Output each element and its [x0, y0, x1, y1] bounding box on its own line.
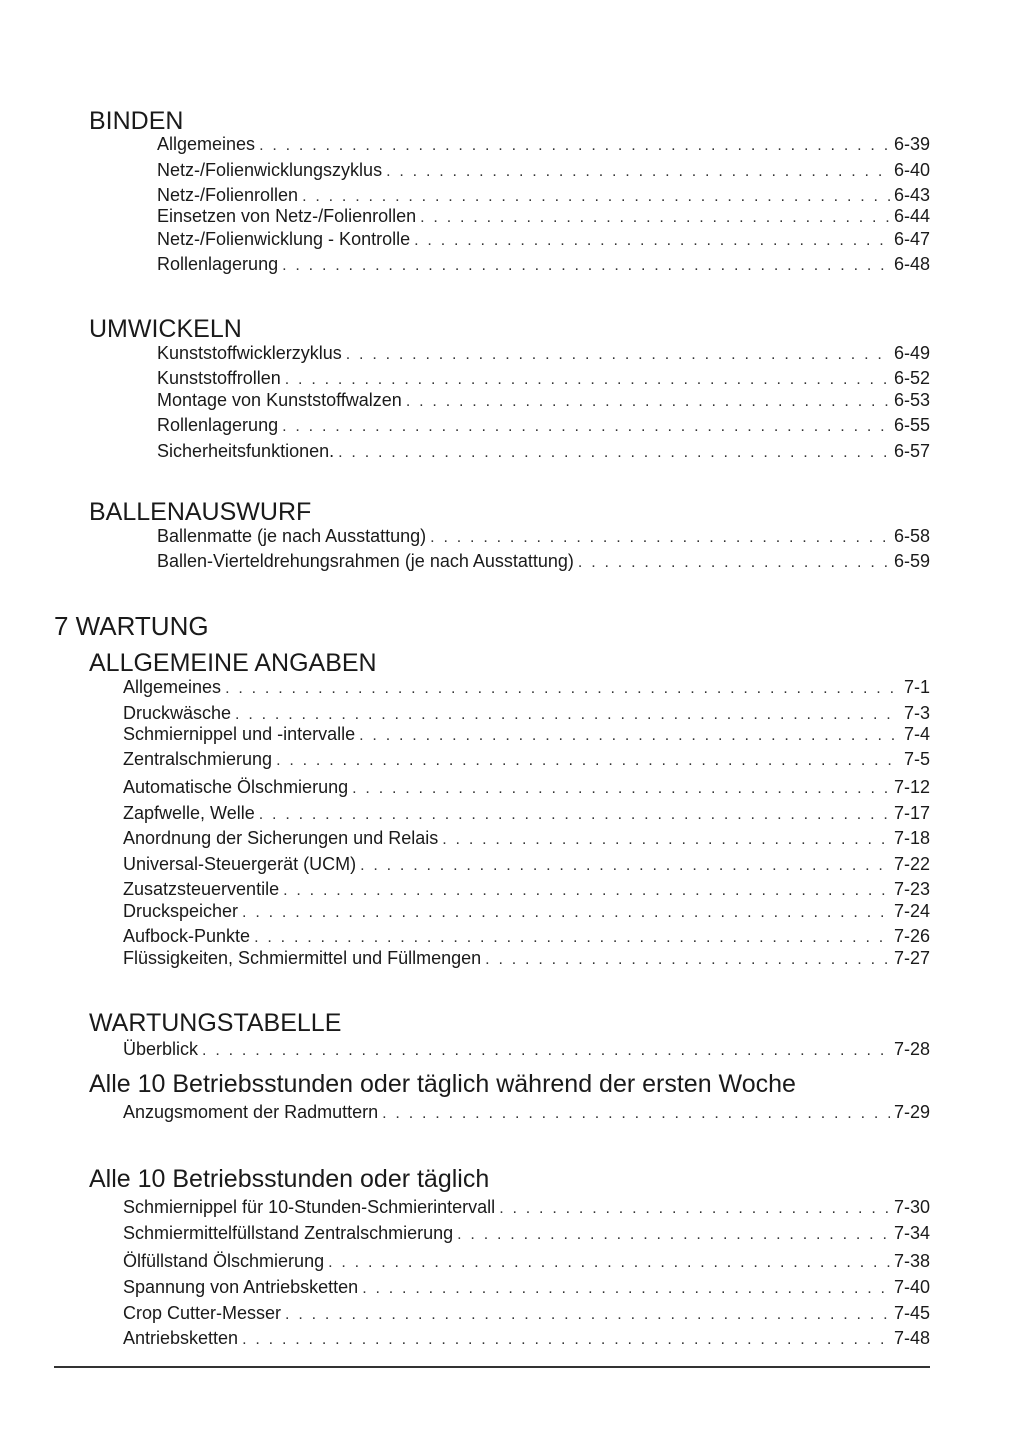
toc-entry-label: Rollenlagerung [157, 254, 279, 274]
dot-leader [338, 442, 890, 464]
toc-entry-label: Allgemeines [123, 677, 222, 697]
toc-entry-label: Spannung von Antriebsketten [123, 1277, 359, 1297]
toc-entry-page: 6-57 [893, 441, 930, 461]
toc-entry[interactable] [123, 776, 930, 798]
dot-leader [225, 678, 900, 700]
toc-entry-page: 6-47 [893, 229, 930, 249]
toc-entry[interactable] [123, 900, 930, 922]
toc-entry-label: Kunststoffwicklerzyklus [157, 343, 342, 363]
toc-entry-label: Anzugsmoment der Radmuttern [123, 1102, 379, 1122]
toc-entry[interactable] [157, 228, 930, 250]
toc-entry-page: 6-44 [893, 206, 930, 226]
toc-entry-page: 6-43 [893, 185, 930, 205]
chapter-title: 7 WARTUNG [54, 611, 209, 641]
dot-leader [328, 1252, 890, 1274]
toc-entry-page: 7-26 [893, 926, 930, 946]
toc-entry[interactable] [123, 878, 930, 900]
toc-entry[interactable] [123, 1302, 930, 1324]
dot-leader [346, 344, 890, 366]
toc-entry-page: 6-53 [893, 390, 930, 410]
dot-leader [254, 927, 890, 949]
toc-entry-label: Montage von Kunststoffwalzen [157, 390, 402, 410]
toc-entry-label: Flüssigkeiten, Schmiermittel und Füllmengen [123, 948, 482, 968]
toc-entry-label: Zentralschmierung [123, 749, 273, 769]
dot-leader [485, 949, 890, 971]
toc-entry-page: 6-48 [893, 254, 930, 274]
toc-entry[interactable] [123, 1250, 930, 1272]
toc-entry[interactable] [123, 1196, 930, 1218]
toc-entry[interactable] [123, 748, 930, 770]
toc-entry-page: 7-40 [893, 1277, 930, 1297]
dot-leader [578, 552, 890, 574]
dot-leader [386, 161, 890, 183]
dot-leader [242, 1329, 890, 1351]
toc-entry-label: Druckspeicher [123, 901, 239, 921]
toc-entry-page: 6-39 [893, 134, 930, 154]
section-title-allgemeine-angaben: ALLGEMEINE ANGABEN [89, 649, 377, 677]
toc-entry[interactable] [123, 853, 930, 875]
toc-entry[interactable] [123, 1222, 930, 1244]
dot-leader [360, 855, 890, 877]
toc-entry-page: 6-40 [893, 160, 930, 180]
dot-leader [282, 255, 890, 277]
toc-entry-page: 6-55 [893, 415, 930, 435]
toc-entry[interactable] [123, 1276, 930, 1298]
toc-entry[interactable] [157, 367, 930, 389]
toc-entry-label: Ölfüllstand Ölschmierung [123, 1251, 325, 1271]
toc-entry[interactable] [123, 723, 930, 745]
toc-entry-page: 7-5 [903, 749, 930, 769]
toc-entry-label: Ballen-Vierteldrehungsrahmen (je nach Ausstattung) [157, 551, 574, 571]
toc-entry-page: 6-52 [893, 368, 930, 388]
toc-entry-page: 7-4 [903, 724, 930, 744]
dot-leader [442, 829, 890, 851]
section-title-daily-first-week: Alle 10 Betriebsstunden oder täglich während der ersten Woche [89, 1070, 796, 1098]
toc-entry-page: 7-12 [893, 777, 930, 797]
dot-leader [283, 880, 890, 902]
section-title-binden: BINDEN [89, 107, 184, 135]
toc-entry[interactable] [157, 525, 930, 547]
toc-entry-page: 7-1 [903, 677, 930, 697]
dot-leader [242, 902, 890, 924]
dot-leader [259, 804, 890, 826]
dot-leader [406, 391, 890, 413]
toc-entry-label: Anordnung der Sicherungen und Relais [123, 828, 439, 848]
dot-leader [282, 416, 890, 438]
toc-entry-label: Schmiernippel und -intervalle [123, 724, 356, 744]
toc-entry[interactable] [157, 389, 930, 411]
section-title-daily: Alle 10 Betriebsstunden oder täglich [89, 1165, 490, 1193]
toc-entry-page: 7-30 [893, 1197, 930, 1217]
toc-entry-page: 7-23 [893, 879, 930, 899]
toc-entry[interactable] [123, 1327, 930, 1349]
dot-leader [202, 1040, 890, 1062]
section-title-ballenauswurf: BALLENAUSWURF [89, 498, 312, 526]
toc-entry[interactable] [157, 550, 930, 572]
toc-entry[interactable] [123, 702, 930, 724]
toc-entry-page: 7-45 [893, 1303, 930, 1323]
dot-leader [457, 1224, 890, 1246]
toc-entry-label: Crop Cutter-Messer [123, 1303, 282, 1323]
dot-leader [285, 1304, 890, 1326]
toc-entry-page: 7-27 [893, 948, 930, 968]
toc-entry[interactable] [123, 1038, 930, 1060]
toc-entry-label: Aufbock-Punkte [123, 926, 251, 946]
dot-leader [352, 778, 890, 800]
dot-leader [382, 1103, 890, 1125]
toc-entry-label: Rollenlagerung [157, 415, 279, 435]
toc-entry[interactable] [157, 440, 930, 462]
dot-leader [414, 230, 890, 252]
dot-leader [499, 1198, 890, 1220]
toc-entry-page: 7-38 [893, 1251, 930, 1271]
toc-entry-page: 7-17 [893, 803, 930, 823]
dot-leader [420, 207, 890, 229]
toc-entry-label: Schmiernippel für 10-Stunden-Schmierintervall [123, 1197, 496, 1217]
toc-entry[interactable] [157, 253, 930, 275]
toc-entry-page: 7-29 [893, 1102, 930, 1122]
dot-leader [430, 527, 890, 549]
toc-entry-page: 6-59 [893, 551, 930, 571]
toc-entry-label: Sicherheitsfunktionen. [157, 441, 335, 461]
toc-entry-page: 7-3 [903, 703, 930, 723]
toc-entry[interactable] [157, 342, 930, 364]
toc-entry[interactable] [123, 827, 930, 849]
toc-entry[interactable] [123, 947, 930, 969]
toc-entry-page: 7-28 [893, 1039, 930, 1059]
section-title-wartungstabelle: WARTUNGSTABELLE [89, 1009, 342, 1037]
toc-entry-label: Allgemeines [157, 134, 256, 154]
dot-leader [359, 725, 900, 747]
toc-entry-label: Überblick [123, 1039, 199, 1059]
toc-entry-page: 6-58 [893, 526, 930, 546]
toc-entry-page: 7-48 [893, 1328, 930, 1348]
toc-entry-page: 7-22 [893, 854, 930, 874]
toc-entry-label: Netz-/Folienwicklung - Kontrolle [157, 229, 411, 249]
dot-leader [362, 1278, 890, 1300]
footer-rule [54, 1366, 930, 1368]
toc-entry[interactable] [157, 184, 930, 206]
toc-entry[interactable] [123, 1101, 930, 1123]
toc-entry-label: Zapfwelle, Welle [123, 803, 255, 823]
toc-entry[interactable] [123, 676, 930, 698]
toc-entry-page: 7-34 [893, 1223, 930, 1243]
toc-entry-label: Ballenmatte (je nach Ausstattung) [157, 526, 427, 546]
toc-entry-label: Automatische Ölschmierung [123, 777, 349, 797]
toc-entry-label: Schmiermittelfüllstand Zentralschmierung [123, 1223, 454, 1243]
toc-entry-label: Netz-/Folienrollen [157, 185, 299, 205]
toc-entry-page: 7-18 [893, 828, 930, 848]
toc-entry[interactable] [157, 205, 930, 227]
toc-entry[interactable] [157, 414, 930, 436]
dot-leader [276, 750, 900, 772]
toc-entry-label: Kunststoffrollen [157, 368, 281, 388]
toc-entry-label: Antriebsketten [123, 1328, 239, 1348]
dot-leader [285, 369, 890, 391]
toc-entry[interactable] [157, 159, 930, 181]
toc-entry[interactable] [157, 133, 930, 155]
toc-entry[interactable] [123, 802, 930, 824]
toc-entry-label: Netz-/Folienwicklungszyklus [157, 160, 383, 180]
toc-entry[interactable] [123, 925, 930, 947]
toc-entry-label: Einsetzen von Netz-/Folienrollen [157, 206, 417, 226]
section-title-umwickeln: UMWICKELN [89, 315, 242, 343]
toc-entry-page: 6-49 [893, 343, 930, 363]
toc-entry-label: Universal-Steuergerät (UCM) [123, 854, 357, 874]
dot-leader [259, 135, 890, 157]
toc-entry-label: Zusatzsteuerventile [123, 879, 280, 899]
toc-entry-page: 7-24 [893, 901, 930, 921]
toc-entry-label: Druckwäsche [123, 703, 232, 723]
